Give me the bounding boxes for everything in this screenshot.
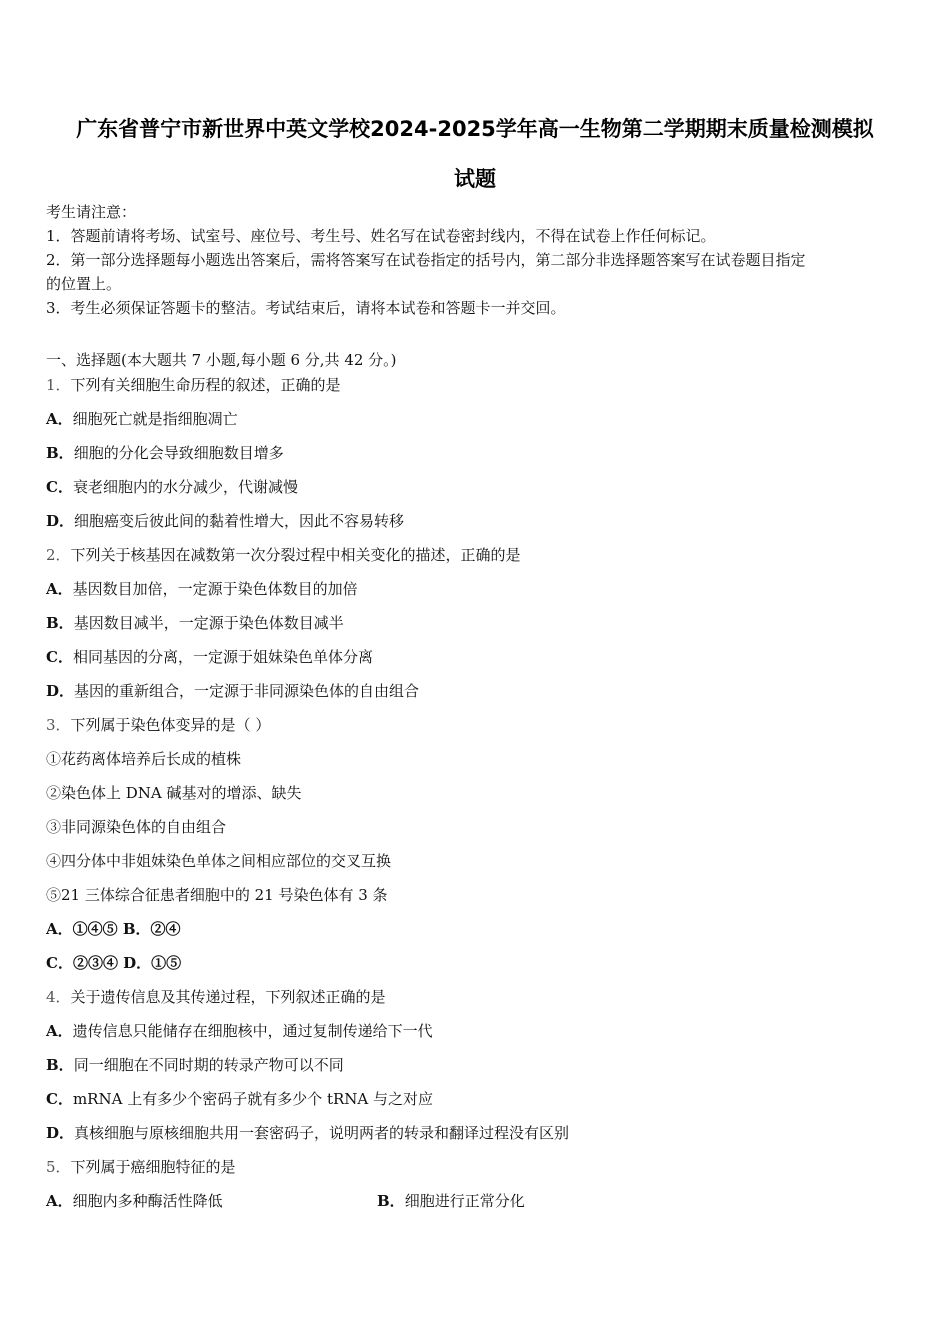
option-text: 相同基因的分离，一定源于姐妹染色单体分离 [72,648,373,666]
q2-option-c [46,647,373,667]
question-text: 下列有关细胞生命历程的叙述，正确的是 [70,376,341,394]
option-letter: A． [46,1022,73,1040]
question-text: 下列属于癌细胞特征的是 [70,1158,236,1176]
notice-item-3: 3．考生必须保证答题卡的整洁。考试结束后，请将本试卷和答题卡一并交回。 [46,299,566,317]
q5-option-b [377,1191,525,1211]
option-text: 同一细胞在不同时期的转录产物可以不同 [73,1056,344,1074]
option-letter: B． [46,444,74,462]
q3-options-row-1: A．①④⑤ B．②④ [46,920,181,938]
option-text: 衰老细胞内的水分减少，代谢减慢 [72,478,298,496]
page-title-line1: 广东省普宁市新世界中英文学校2024-2025学年高一生物第二学期期末质量检测模拟 [76,117,874,141]
q3-statement-5: ⑤21 三体综合征患者细胞中的 21 号染色体有 3 条 [46,886,388,904]
q3-statement-2: ②染色体上 DNA 碱基对的增添、缺失 [46,784,302,802]
q1-option-c [46,477,298,497]
question-text: 下列属于染色体变异的是（ ） [70,716,271,734]
option-text: 细胞死亡就是指细胞凋亡 [72,410,238,428]
notice-item-1: 1．答题前请将考场、试室号、座位号、考生号、姓名写在试卷密封线内，不得在试卷上作任何标记。 [46,227,716,245]
question-1-stem [46,375,341,395]
notice-block [46,200,898,320]
question-text: 关于遗传信息及其传递过程，下列叙述正确的是 [70,988,386,1006]
option-text: 细胞的分化会导致细胞数目增多 [73,444,284,462]
option-letter: B． [377,1192,405,1210]
q3-statement-4: ④四分体中非姐妹染色单体之间相应部位的交叉互换 [46,852,392,870]
question-3-stem [46,715,270,735]
q3-statement-1: ①花药离体培养后长成的植株 [46,750,242,768]
option-text: 遗传信息只能储存在细胞核中，通过复制传递给下一代 [72,1022,433,1040]
q4-option-b [46,1055,344,1075]
q3-options-row-2: C．②③④ D．①⑤ [46,954,182,972]
q1-option-d [46,511,404,531]
q1-option-b [46,443,284,463]
option-text: 基因的重新组合，一定源于非同源染色体的自由组合 [74,682,420,700]
q5-options-row [46,1191,525,1211]
option-letter: D． [46,512,75,530]
q4-option-c [46,1089,433,1109]
option-letter: B． [46,614,74,632]
q1-option-a [46,409,238,429]
option-letter: C． [46,648,73,666]
option-letter: D． [46,682,75,700]
option-letter: C． [46,478,73,496]
option-letter: A． [46,1192,73,1210]
option-text: 细胞进行正常分化 [404,1192,525,1210]
q4-option-d [46,1123,569,1143]
option-text: 细胞内多种酶活性降低 [72,1192,223,1210]
option-text: mRNA 上有多少个密码子就有多少个 tRNA 与之对应 [72,1090,434,1108]
q4-option-a [46,1021,433,1041]
option-letter: A． [46,580,73,598]
question-4-stem [46,987,386,1007]
q2-option-b [46,613,344,633]
q3-statement-3: ③非同源染色体的自由组合 [46,818,227,836]
notice-item-2b: 的位置上。 [46,275,122,293]
option-letter: D． [46,1124,75,1142]
question-number: 4． [46,988,71,1006]
option-text: 基因数目减半，一定源于染色体数目减半 [73,614,344,632]
option-letter: C． [46,1090,73,1108]
section-heading: 一、选择题(本大题共 7 小题,每小题 6 分,共 42 分。) [46,351,397,369]
notice-heading: 考生请注意： [46,203,137,221]
question-2-stem [46,545,521,565]
question-number: 3． [46,716,71,734]
option-letter: A． [46,410,73,428]
question-number: 5． [46,1158,71,1176]
q2-option-a [46,579,358,599]
q5-option-a [46,1192,223,1210]
option-text: 真核细胞与原核细胞共用一套密码子，说明两者的转录和翻译过程没有区别 [74,1124,570,1142]
q2-option-d [46,681,419,701]
option-text: 基因数目加倍，一定源于染色体数目的加倍 [72,580,358,598]
question-number: 1． [46,376,71,394]
question-5-stem [46,1157,236,1177]
question-text: 下列关于核基因在减数第一次分裂过程中相关变化的描述，正确的是 [70,546,521,564]
question-number: 2． [46,546,71,564]
option-letter: B． [46,1056,74,1074]
notice-item-2a: 2．第一部分选择题每小题选出答案后，需将答案写在试卷指定的括号内，第二部分非选择题答案写在试卷题目指定 [46,251,806,269]
page-title-line2: 试题 [454,167,496,191]
option-text: 细胞癌变后彼此间的黏着性增大，因此不容易转移 [74,512,405,530]
